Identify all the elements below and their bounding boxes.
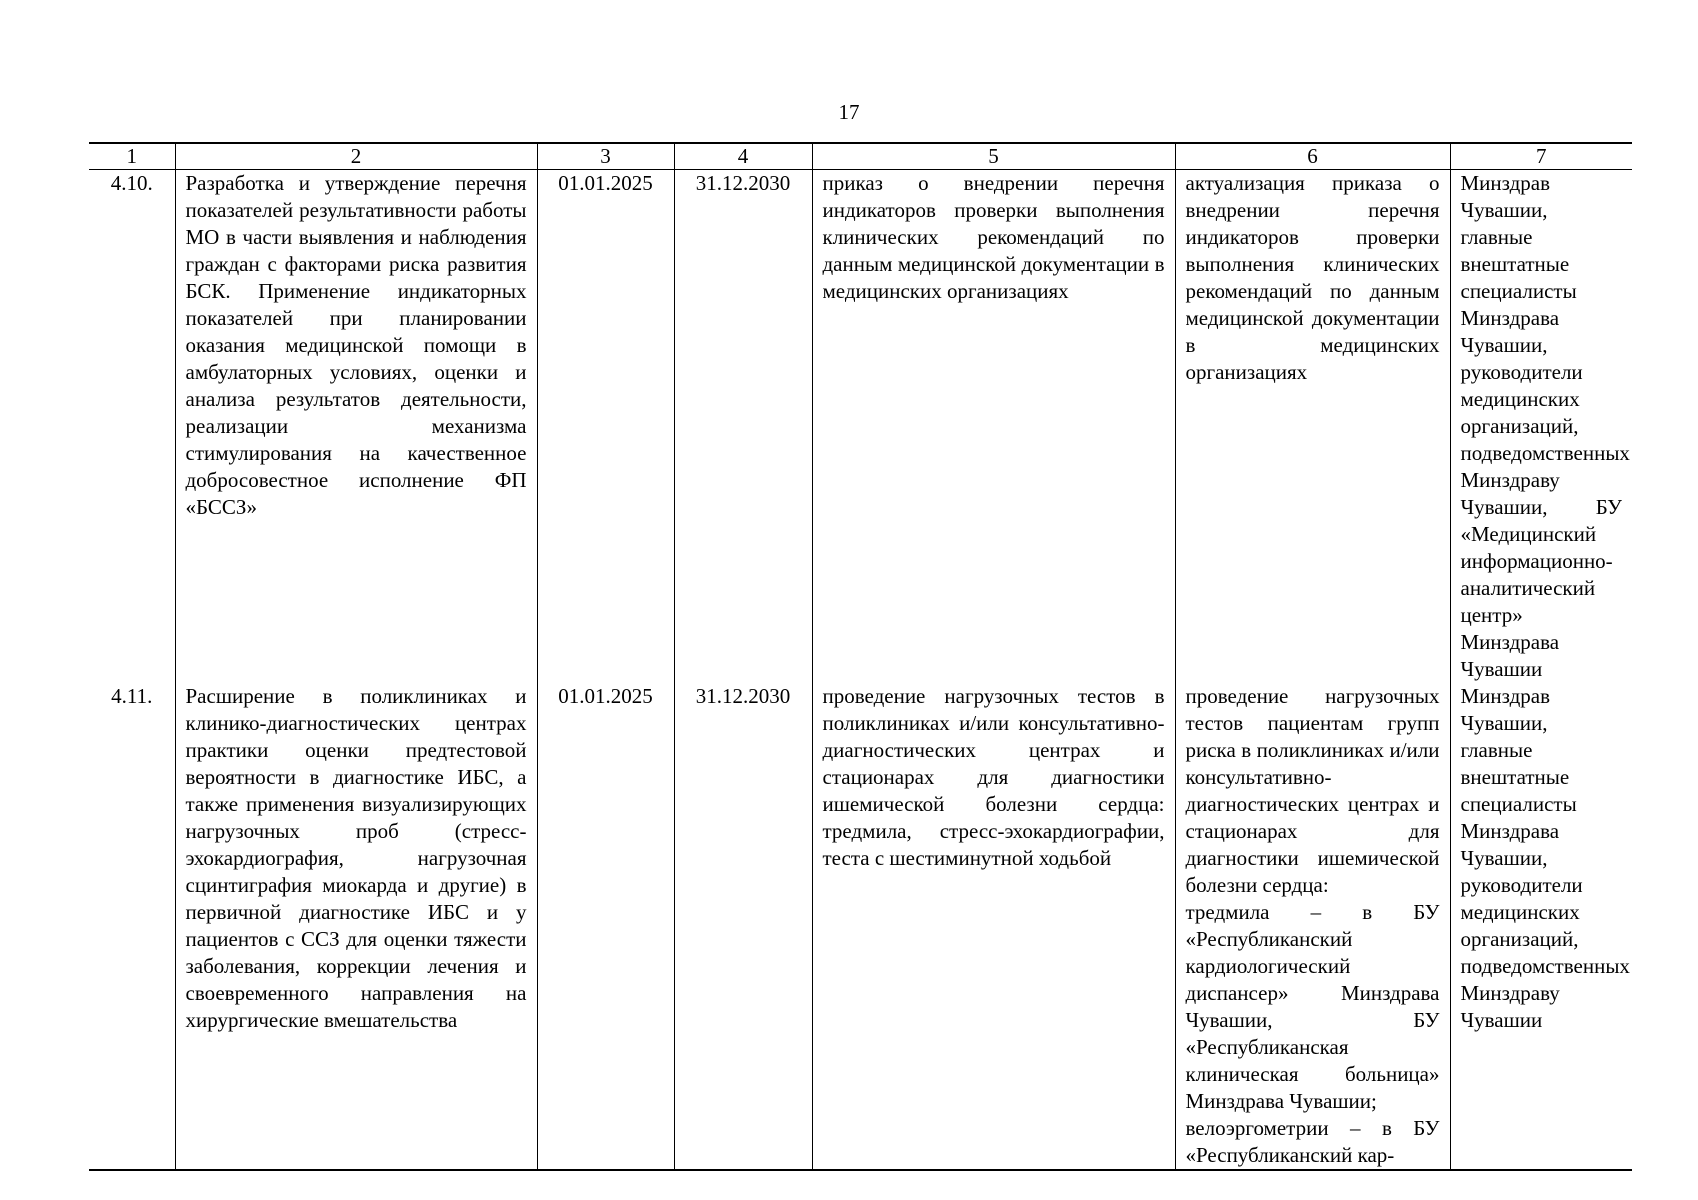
column-header: 3	[537, 143, 674, 170]
column-header: 6	[1175, 143, 1450, 170]
table-row	[89, 170, 1632, 684]
indicator-paragraph: велоэргометрии – в БУ «Республиканский кар-	[1185, 1116, 1440, 1167]
table-header-row	[89, 143, 1632, 170]
end-date-cell: 31.12.2030	[674, 170, 812, 684]
result-cell: проведение нагрузочных тестов в поликлиниках и/или консультативно-диагностических центрах и стационарах для диагностики ишемической болезни сердца: тредмила, стресс-эхокардиографии, теста с шестиминутной ходьбой	[812, 683, 1175, 1170]
start-date-cell: 01.01.2025	[537, 683, 674, 1170]
start-date-cell: 01.01.2025	[537, 170, 674, 684]
measure-cell: Разработка и утверждение перечня показателей результативности работы МО в части выявления и наблюдения граждан с факторами риска развития БСК. Применение индикаторных показателей при планировании оказания медицинской помощи в амбулаторных условиях, оценки и анализа результатов деятельности, реализации механизма стимулирования на качественное добросовестное исполнение ФП «БССЗ»	[175, 170, 537, 684]
row-number: 4.11.	[89, 683, 175, 1170]
column-header: 1	[89, 143, 175, 170]
measure-cell: Расширение в поликлиниках и клинико-диагностических центрах практики оценки предтестовой вероятности в диагностике ИБС, а также применения визуализирующих нагрузочных проб (стресс-эхокардиография, нагрузочная сцинтиграфия миокарда и другие) в первичной диагностике ИБС и у пациентов с ССЗ для оценки тяжести заболевания, коррекции лечения и своевременного направления на хирургические вмешательства	[175, 683, 537, 1170]
indicator-cell	[1175, 683, 1450, 1170]
responsible-cell: Минздрав Чувашии, главные внештатные специалисты Минздрава Чувашии, руководители медицинских организаций, подведомственных Минздраву Чувашии, БУ «Медицинский информационно-аналитический центр» Минздрава Чувашии	[1450, 170, 1632, 684]
column-header: 5	[812, 143, 1175, 170]
column-header: 4	[674, 143, 812, 170]
indicator-paragraph: тредмила – в БУ «Республиканский кардиологический диспансер» Минздрава Чувашии, БУ «Республиканская клиническая больница» Минздрава Чувашии;	[1185, 900, 1440, 1113]
responsible-cell: Минздрав Чувашии, главные внештатные специалисты Минздрава Чувашии, руководители медицинских организаций, подведомственных Минздраву Чувашии	[1450, 683, 1632, 1170]
end-date-cell: 31.12.2030	[674, 683, 812, 1170]
row-number: 4.10.	[89, 170, 175, 684]
column-header: 2	[175, 143, 537, 170]
indicator-cell: актуализация приказа о внедрении перечня индикаторов проверки выполнения клинических рекомендаций по данным медицинской документации в медицинских организациях	[1175, 170, 1450, 684]
page-number: 17	[838, 100, 860, 124]
table-row	[89, 683, 1632, 1170]
indicator-paragraph: проведение нагрузочных тестов пациентам групп риска в поликлиниках и/или консультативно-диагностических центрах и стационарах для диагностики ишемической болезни сердца:	[1185, 684, 1440, 897]
result-cell: приказ о внедрении перечня индикаторов проверки выполнения клинических рекомендаций по данным медицинской документации в медицинских организациях	[812, 170, 1175, 684]
activity-table	[89, 142, 1632, 1171]
column-header: 7	[1450, 143, 1632, 170]
